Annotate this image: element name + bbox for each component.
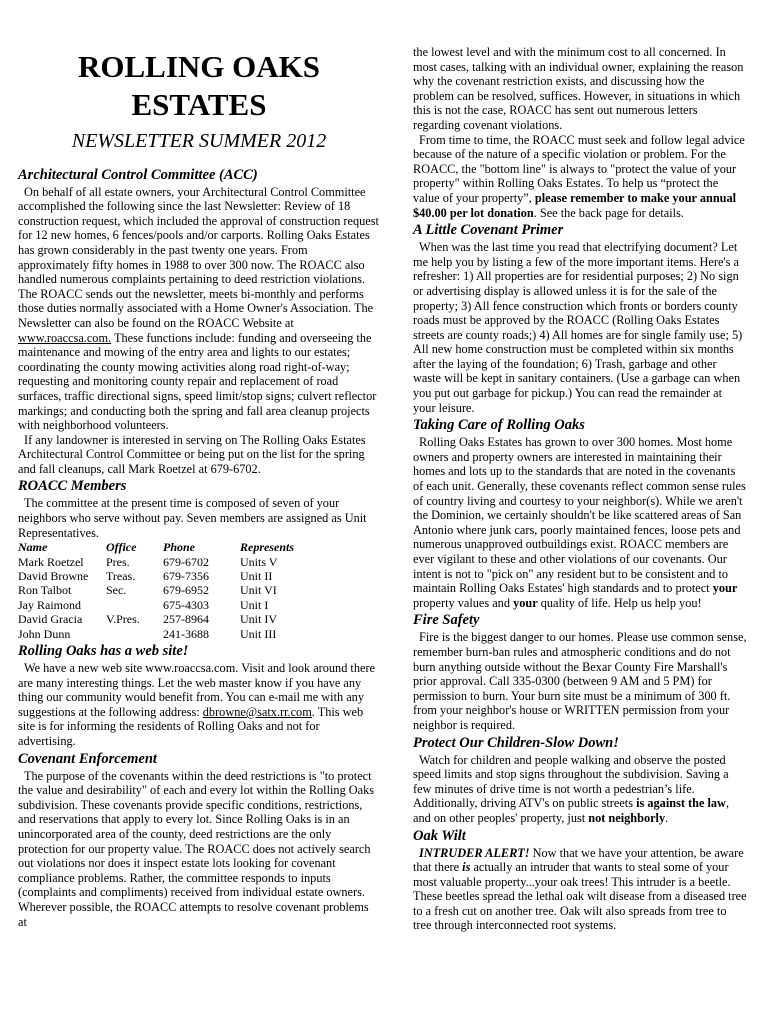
member-name: Ron Talbot — [18, 583, 72, 598]
member-office: V.Pres. — [106, 612, 140, 627]
children-emphasis-1: is against the law — [636, 796, 726, 811]
member-phone: 675-4303 — [163, 597, 209, 612]
newsletter-subtitle: NEWSLETTER SUMMER 2012 — [71, 130, 327, 152]
member-represents: Unit III — [240, 626, 277, 641]
member-represents: Unit VI — [240, 583, 277, 598]
member-office: Treas. — [106, 569, 136, 584]
title-line-2: ESTATES — [131, 87, 267, 122]
member-phone: 679-6952 — [163, 583, 209, 598]
care-emphasis-2: your — [513, 595, 538, 610]
children-text-b: , and on other peoples' property, just — [413, 796, 730, 825]
member-office: Sec. — [106, 583, 127, 598]
member-represents: Unit I — [240, 597, 269, 612]
webmaster-email-link[interactable]: dbrowne@satx.rr.com — [202, 704, 312, 719]
member-phone: 679-6702 — [163, 554, 209, 569]
member-phone: 679-7356 — [163, 569, 209, 584]
website-text-b: . This web site is for informing the residents of Rolling Oaks and not for advertising. — [18, 704, 364, 749]
member-office — [106, 627, 163, 641]
acc-heading: Architectural Control Committee (ACC) — [18, 166, 258, 183]
donation-reminder: please remember to make your annual $40.00 per lot donation — [413, 190, 737, 220]
enforcement-paragraph-1: The purpose of the covenants within the deed restrictions is "to protect the value and desirability" of each and every lot within the Rolling Oaks subdivision. These covenants provide specific conditions, restrictions, and reservations that apply to every lot. Since Rolling Oaks is in an unincorporated area of the county, deed restrictions are the only protection for our property value. The ROACC does not actively search out violations nor does it inspect estate lots looking for covenant compliance problems. Rather, the committee responds to inputs (complaints and compliments) received from individual estate owners. Wherever possible, the ROACC attempts to resolve covenant problems at — [18, 768, 375, 929]
table-row — [18, 598, 340, 612]
col-name-header: Name — [18, 540, 48, 555]
enforcement-paragraph-1-continued: the lowest level and with the minimum cost to all concerned. In most cases, talking with an individual owner, explaining the reason why the covenant restriction exists, and discussing how the problem can be resolved, suffices. However, in situations in which this is not the case, ROACC has sent out numerous letters regarding covenant violations. — [413, 45, 744, 132]
table-row — [18, 569, 340, 583]
table-row — [18, 583, 340, 597]
enforcement-text-b: . See the back page for details. — [533, 205, 684, 220]
care-paragraph — [413, 435, 747, 610]
member-phone: 241-3688 — [163, 626, 209, 641]
children-heading: Protect Our Children-Slow Down! — [413, 734, 619, 751]
title-line-1: ROLLING OAKS — [77, 49, 321, 84]
members-intro: The committee at the present time is composed of seven of your neighbors who serve without pay. Seven members are assigned as Unit Representatives. — [18, 496, 367, 540]
primer-heading: A Little Covenant Primer — [413, 222, 564, 239]
member-name: Jay Raimond — [18, 597, 81, 612]
fire-heading: Fire Safety — [413, 612, 480, 629]
website-text-a: We have a new web site www.roaccsa.com. Visit and look around there are many interesting things. Let the web master know if you have any thing our community would benefit from. You can e-mail me with any suggestions at the following address: — [18, 661, 376, 719]
acc-text-b: These functions include: funding and overseeing the maintenance and mowing of the entry area and lights to our estates; coordinating the county mowing activities along road right-of-way; requesting and monitoring county repair and replacement of road surfaces, traffic directional signs, speed limit/stop signs; culvert reflector markings; and conducting both the spring and fall area cleanup projects with neighborhood volunteers. — [18, 330, 377, 433]
table-row — [18, 555, 340, 569]
oakwilt-emphasis-is: is — [462, 860, 471, 875]
member-represents: Unit II — [240, 569, 273, 584]
members-table — [18, 540, 340, 641]
col-phone-header: Phone — [163, 540, 196, 555]
enforcement-heading: Covenant Enforcement — [18, 750, 157, 767]
children-paragraph — [413, 753, 747, 826]
website-heading: Rolling Oaks has a web site! — [18, 643, 189, 660]
member-name: David Browne — [18, 569, 89, 584]
member-name: David Gracia — [18, 612, 83, 627]
member-office — [106, 598, 163, 612]
acc-text-a: On behalf of all estate owners, your Architectural Control Committee accomplished the following since the last Newsletter: Review of 18 construction request, which included the approval of construction request for 12 new homes, 6 fences/pools and/or carports. Rolling Oaks Estates has grown considerably in the past twenty one years. From approximately fifty homes in 1988 to over 300 now. The ROACC also handled numerous complaints pertaining to deed restriction violations. The ROACC sends out the newsletter, meets bi-monthly and performs those duties normally associated with a Home Owner's Association. The Newsletter can also be found on the ROACC Website at — [18, 184, 379, 330]
col-represents-header: Represents — [240, 540, 294, 555]
member-represents: Units V — [240, 554, 278, 569]
member-represents: Unit IV — [240, 612, 277, 627]
children-text-c: . — [665, 810, 669, 825]
member-name: Mark Roetzel — [18, 554, 84, 569]
care-text-b: property values and — [413, 595, 514, 610]
right-column — [413, 45, 747, 933]
acc-paragraph-2: If any landowner is interested in serving on The Rolling Oaks Estates Architectural Control Committee or being put on the list for the spring and fall cleanups, call Mark Roetzel at 679-6702. — [18, 432, 366, 476]
primer-paragraph: When was the last time you read that electrifying document? Let me help you by listing a few of the more important items. Here's a refresher: 1) All properties are for residential purposes; 2) No sign or advertising display is allowed unless it is for the sale of the property; 3) All fence construction which fronts or borders county roads must be approved by the ROACC (Rolling Oaks Estates streets are county roads;) 4) All homes are for single family use; 5) All new home construction must be completed within six months after the laying of the foundation; 6) Trash, garbage and other waste will be kept in sanitary containers. (Use a garbage can when you put out garbage for pickup.) You can read the remainder at your leisure. — [413, 240, 743, 415]
col-office-header: Office — [106, 540, 137, 555]
masthead-title — [18, 48, 380, 124]
oakwilt-text-b: actually an intruder that wants to steal some of your most valuable property...your oak trees! This intruder is a beetle. These beetles spread the lethal oak wilt disease from a diseased tree to a fresh cut on another tree. Oak wilt also spreads from tree to tree through interconnected root systems. — [413, 860, 747, 933]
care-emphasis-1: your — [712, 581, 738, 596]
member-phone: 257-8964 — [163, 612, 209, 627]
members-heading: ROACC Members — [18, 478, 127, 495]
fire-paragraph: Fire is the biggest danger to our homes. Please use common sense, remember burn-ban rules and atmospheric conditions and do not burn anything outside without the Bexar County Fire Marshall's prior approval. Call 335-0300 (between 9 AM and 5 PM) for permission to burn. Your burn site must be a minimum of 300 ft. from your neighbor's house or WRITTEN permission from your neighbor is required. — [413, 630, 747, 732]
acc-paragraph-1 — [18, 185, 380, 433]
care-text-c: quality of life. Help us help you! — [537, 595, 702, 610]
left-column — [18, 42, 380, 929]
member-office: Pres. — [106, 554, 130, 569]
table-row — [18, 627, 340, 641]
children-emphasis-2: not neighborly — [588, 810, 666, 825]
table-row — [18, 612, 340, 626]
members-header-row — [18, 540, 340, 554]
care-heading: Taking Care of Rolling Oaks — [413, 417, 585, 434]
roacc-website-link[interactable]: www.roaccsa.com. — [18, 330, 112, 345]
member-name: John Dunn — [18, 626, 71, 641]
website-paragraph — [18, 661, 380, 749]
enforcement-text-a: From time to time, the ROACC must seek and follow legal advice because of the nature of a specific violation or problem. For the ROACC, the "bottom line" is always to "protect the value of your property" within Rolling Oaks Estates. To help us “protect the value of your property”, — [413, 132, 745, 205]
enforcement-paragraph-2 — [413, 133, 747, 221]
intruder-alert: INTRUDER ALERT! — [419, 845, 530, 860]
oakwilt-heading: Oak Wilt — [413, 827, 466, 844]
care-text-a: Rolling Oaks Estates has grown to over 300 homes. Most home owners and property owners are interested in maintaining their homes and lots up to the standards that are noted in the covenants of each unit. Generally, these covenants reflect common sense rules of country living and courtesy to your neighbor(s). While we aren't the Dominion, we certainly shouldn't be like scattered areas of San Antonio where junk cars, poorly maintained fences, loose pets and numerous unapproved outbuildings exist. ROACC members are ever vigilant to these and other violations of our covenants. Our intent is not to "pick on" any resident but to be consistent and to maintain Rolling Oaks Estates' high standards and to protect — [413, 435, 746, 596]
oakwilt-text-a: Now that we have your attention, be aware that there — [413, 845, 744, 875]
children-text-a: Watch for children and people walking and observe the posted speed limits and stop signs throughout the subdivision. Saving a few minutes of drive time is not worth a pedestrian’s life. Additionally, driving ATV's on public streets — [413, 752, 729, 811]
oakwilt-paragraph — [413, 846, 747, 934]
